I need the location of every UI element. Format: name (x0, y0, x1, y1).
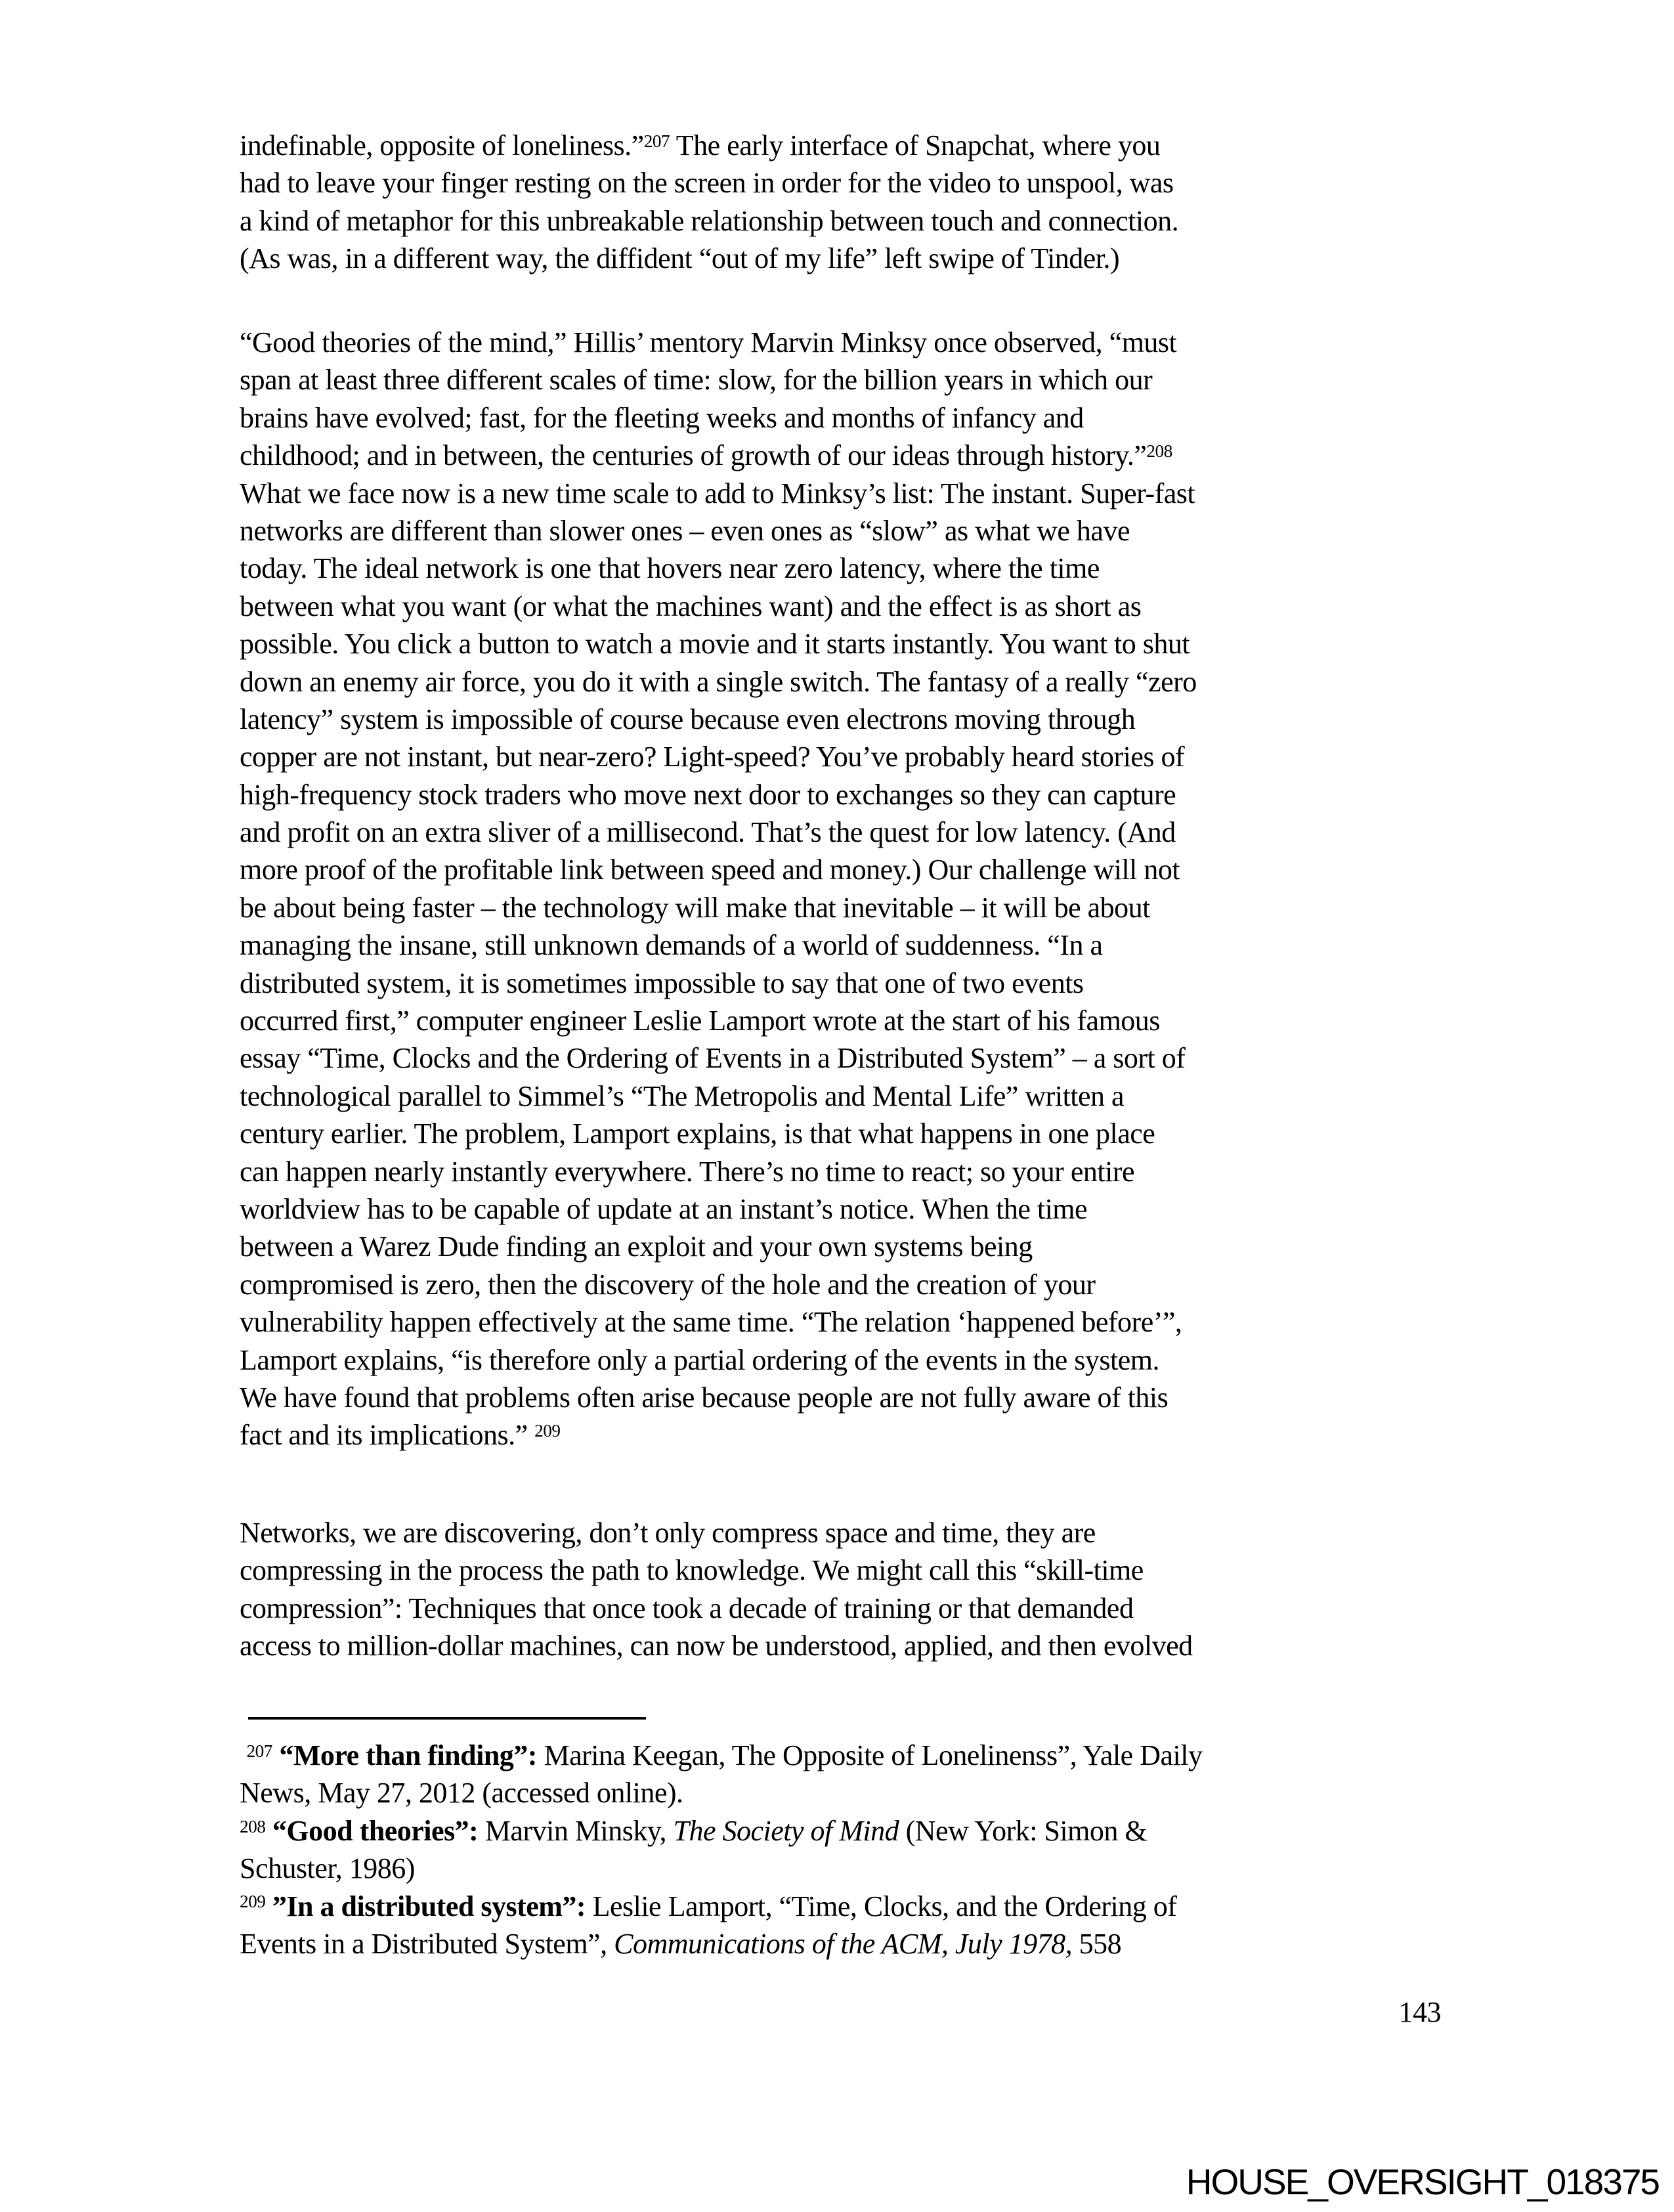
footnote-separator (248, 1717, 646, 1720)
text-line: and profit on an extra sliver of a millisecond. That’s the quest for low latency. (And (240, 816, 1176, 849)
text-line: compressing in the process the path to knowledge. We might call this “skill-time (240, 1554, 1144, 1587)
text-line: Events in a Distributed System”, Communications of the ACM, July 1978, 558 (240, 1927, 1122, 1960)
text-line: managing the insane, still unknown demands of a world of suddenness. “In a (240, 929, 1103, 962)
text-line: access to million-dollar machines, can now be understood, applied, and then evolved (240, 1630, 1193, 1662)
text-line: more proof of the profitable link between speed and money.) Our challenge will not (240, 854, 1180, 886)
text-line: What we face now is a new time scale to add to Minksy’s list: The instant. Super-fast (240, 477, 1195, 510)
text-line: copper are not instant, but near-zero? Light-speed? You’ve probably heard stories of (240, 741, 1185, 773)
text-line: down an enemy air force, you do it with a single switch. The fantasy of a really “zero (240, 665, 1197, 698)
text-line: brains have evolved; fast, for the fleeting weeks and months of infancy and (240, 401, 1084, 434)
text-line: occurred first,” computer engineer Leslie Lamport wrote at the start of his famous (240, 1005, 1160, 1037)
text-line: span at least three different scales of time: slow, for the billion years in which our (240, 364, 1153, 397)
text-line: be about being faster – the technology will make that inevitable – it will be about (240, 891, 1150, 924)
text-line: a kind of metaphor for this unbreakable relationship between touch and connection. (240, 204, 1179, 237)
text-line: possible. You click a button to watch a movie and it starts instantly. You want to shut (240, 628, 1190, 661)
text-line: childhood; and in between, the centuries of growth of our ideas through history.”$^{208}$ (240, 439, 1172, 472)
bates-stamp: HOUSE_OVERSIGHT_018375 (1186, 2161, 1659, 2202)
footnotes (240, 1737, 1448, 1963)
body-paragraph-1 (240, 127, 1448, 278)
text-line: Lamport explains, “is therefore only a partial ordering of the events in the system. (240, 1343, 1159, 1376)
text-line: $^{208}$ “Good theories”: Marvin Minsky, The Society of Mind (New York: Simon & (240, 1814, 1148, 1847)
text-line: between a Warez Dude finding an exploit and your own systems being (240, 1230, 1033, 1263)
body-paragraph-3 (240, 1514, 1448, 1665)
text-line: between what you want (or what the machines want) and the effect is as short as (240, 590, 1142, 622)
text-line: $^{207}$ “More than finding”: Marina Keegan, The Opposite of Lonelinenss”, Yale Daily (246, 1739, 1203, 1771)
text-line: essay “Time, Clocks and the Ordering of Events in a Distributed System” – a sort of (240, 1042, 1186, 1075)
text-line: We have found that problems often arise because people are not fully aware of this (240, 1381, 1169, 1414)
text-line: Schuster, 1986) (240, 1852, 415, 1885)
text-line: “Good theories of the mind,” Hillis’ mentory Marvin Minksy once observed, “must (240, 326, 1177, 358)
body-paragraph-2 (240, 324, 1448, 1454)
text-line: today. The ideal network is one that hovers near zero latency, where the time (240, 552, 1100, 585)
text-line: distributed system, it is sometimes impossible to say that one of two events (240, 966, 1084, 999)
text-line: technological parallel to Simmel’s “The Metropolis and Mental Life” written a (240, 1079, 1125, 1112)
text-line: high-frequency stock traders who move next door to exchanges so they can capture (240, 778, 1176, 811)
text-line: can happen nearly instantly everywhere. There’s no time to react; so your entire (240, 1155, 1134, 1188)
text-line: (As was, in a different way, the diffident “out of my life” left swipe of Tinder.) (240, 242, 1120, 275)
text-line: $^{209}$ ”In a distributed system”: Leslie Lamport, “Time, Clocks, and the Ordering of (240, 1890, 1177, 1922)
text-line: compression”: Techniques that once took a decade of training or that demanded (240, 1592, 1134, 1624)
text-line: had to leave your finger resting on the screen in order for the video to unspool, was (240, 167, 1174, 200)
text-line: worldview has to be capable of update at an instant’s notice. When the time (240, 1192, 1088, 1225)
text-line: compromised is zero, then the discovery of the hole and the creation of your (240, 1268, 1096, 1301)
text-line: Networks, we are discovering, don’t only compress space and time, they are (240, 1517, 1096, 1549)
text-line: News, May 27, 2012 (accessed online). (240, 1777, 683, 1810)
text-line: networks are different than slower ones – even ones as “slow” as what we have (240, 514, 1130, 547)
page-number: 143 (1398, 1996, 1441, 2028)
text-line: century earlier. The problem, Lamport explains, is that what happens in one place (240, 1117, 1155, 1150)
text-line: latency” system is impossible of course because even electrons moving through (240, 703, 1136, 735)
text-line: vulnerability happen effectively at the same time. “The relation ‘happened before’”, (240, 1306, 1182, 1339)
text-line: indefinable, opposite of loneliness.”$^{207}$ The early interface of Snapchat, where you (240, 129, 1161, 162)
text-line: fact and its implications.” $^{209}$ (240, 1419, 561, 1452)
